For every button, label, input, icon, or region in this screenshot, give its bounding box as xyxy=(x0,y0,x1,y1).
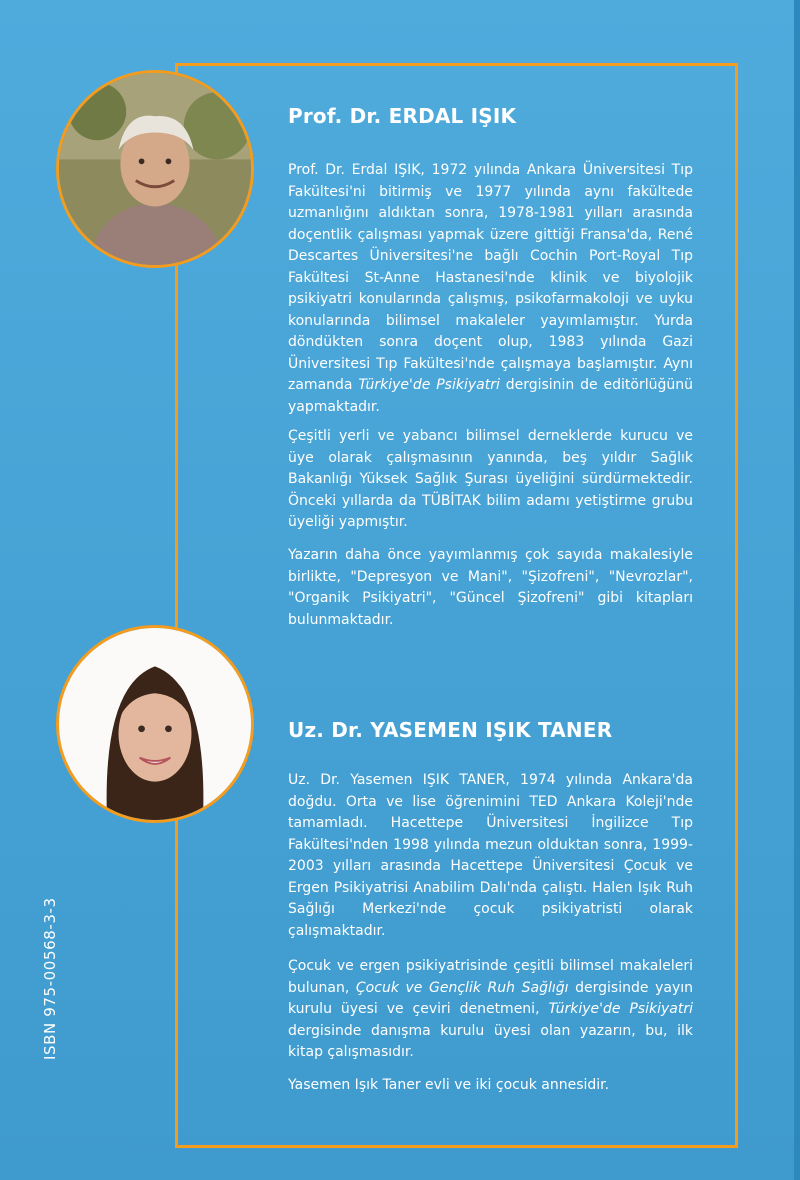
author2-bio-paragraph-1: Uz. Dr. Yasemen IŞIK TANER, 1974 yılında Ankara'da doğdu. Orta ve lise öğrenimini TED Ankara Koleji'nde tamamladı. Hacettepe Üniversitesi İngilizce Tıp Fakültesi'nden 1998 yılında mezun olduktan sonra, 1999-2003 yılları arasında Hacettepe Üniversitesi Çocuk ve Ergen Psikiyatrisi Anabilim Dalı'nda çalıştı. Halen Işık Ruh Sağlığı Merkezi'nde çocuk psikiyatristi olarak çalışmaktadır. xyxy=(288,772,693,939)
author2-photo xyxy=(56,625,254,823)
author2-bio-text-end: dergisinde danışma kurulu üyesi olan yazarın, bu, ilk kitap çalışmasıdır. xyxy=(288,1022,693,1060)
author1-portrait-icon xyxy=(59,73,251,265)
journal-title-2: Türkiye'de Psikiyatri xyxy=(548,1001,693,1017)
author2-bio-paragraph-2 xyxy=(288,956,693,1064)
author1-bio-text-end: dergisinin de editörlüğünü yapmaktadır. xyxy=(288,377,693,415)
author1-bio-paragraph-2: Çeşitli yerli ve yabancı bilimsel derneklerde kurucu ve üye olarak çalışmasının yanında, beş yıldır Sağlık Bakanlığı Yüksek Sağlık Şurası üyeliğini sürdürmektedir. Önceki yıllarda da TÜBİTAK bilim adamı yetiştirme grubu üyeliği yapmıştır. xyxy=(288,428,693,530)
author1-name: Prof. Dr. ERDAL IŞIK xyxy=(288,104,517,128)
author1-bio-text: Prof. Dr. Erdal IŞIK, 1972 yılında Ankara Üniversitesi Tıp Fakültesi'ni bitirmiş ve 1977 yılında aynı fakültede uzmanlığını aldıktan sonra, 1978-1981 yılları arasında doçentlik çalışması yapmak üzere gittiği Fransa'da, René Descartes Üniversitesi'ne bağlı Cochin Port-Royal Tıp Fakültesi St-Anne Hastanesi'nde klinik ve biyolojik psikiyatri konularında çalışmış, psikofarmakoloji ve uyku konularında bilimsel makaleler yayımlamıştır. Yurda döndükten sonra doçent olup, 1983 yılında Gazi Üniversitesi Tıp Fakültesi'nde çalışmaya başlamıştır. Aynı zamanda xyxy=(288,162,693,393)
author2-name: Uz. Dr. YASEMEN IŞIK TANER xyxy=(288,718,613,742)
author1-photo xyxy=(56,70,254,268)
author1-bio-paragraph-3: Yazarın daha önce yayımlanmış çok sayıda makalesiyle birlikte, "Depresyon ve Mani", "Şizofreni", "Nevrozlar", "Organik Psikiyatri", "Güncel Şizofreni" gibi kitapları bulunmaktadır. xyxy=(288,547,693,628)
author2-bio-text-mid: dergisinde yayın kurulu üyesi ve çeviri denetmeni, xyxy=(288,979,694,1017)
author2-portrait-icon xyxy=(59,628,251,820)
cover-edge xyxy=(794,0,800,1180)
author1-bio-paragraph-1 xyxy=(288,160,693,418)
author2-bio-text: Çocuk ve ergen psikiyatrisinde çeşitli bilimsel makaleleri bulunan, xyxy=(288,958,693,996)
author2-bio-paragraph-3: Yasemen Işık Taner evli ve iki çocuk annesidir. xyxy=(288,1077,610,1093)
isbn-label: ISBN 975-00568-3-3 xyxy=(41,897,59,1060)
journal-title: Türkiye'de Psikiyatri xyxy=(358,377,500,393)
journal-title-1: Çocuk ve Gençlik Ruh Sağlığı xyxy=(355,979,569,996)
